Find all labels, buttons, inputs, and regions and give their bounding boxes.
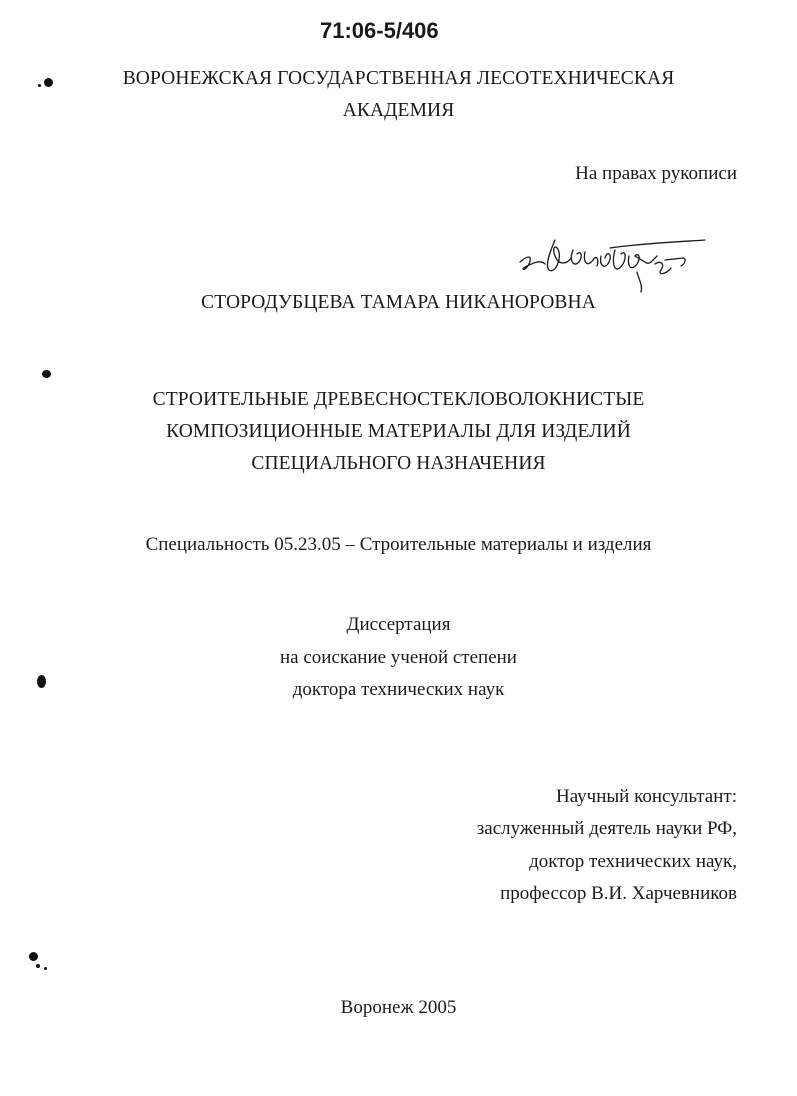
- scan-mark-4c: [44, 967, 47, 970]
- specialty-line: Специальность 05.23.05 – Строительные материалы и изделия: [145, 534, 652, 555]
- work-type-line-1: Диссертация: [346, 614, 451, 635]
- consultant-line-2: доктор технических наук,: [529, 851, 737, 872]
- scan-mark-3: [37, 675, 46, 688]
- work-type-line-2: на соискание ученой степени: [280, 647, 517, 668]
- signature-image: [515, 220, 710, 300]
- title-line-1: СТРОИТЕЛЬНЫЕ ДРЕВЕСНОСТЕКЛОВОЛОКНИСТЫЕ: [152, 389, 645, 410]
- scan-mark-2: [42, 370, 51, 378]
- institution-line-1: ВОРОНЕЖСКАЯ ГОСУДАРСТВЕННАЯ ЛЕСОТЕХНИЧЕСКАЯ: [122, 68, 675, 89]
- scan-mark-1: [44, 78, 53, 87]
- author-name: СТОРОДУБЦЕВА ТАМАРА НИКАНОРОВНА: [201, 292, 596, 313]
- consultant-line-3: профессор В.И. Харчевников: [500, 883, 737, 904]
- title-line-3: СПЕЦИАЛЬНОГО НАЗНАЧЕНИЯ: [251, 453, 546, 474]
- scan-mark-1b: [38, 84, 41, 87]
- scan-mark-4: [29, 952, 38, 961]
- institution-line-2: АКАДЕМИЯ: [342, 100, 455, 121]
- catalog-code: 71:06-5/406: [320, 18, 439, 43]
- consultant-heading: Научный консультант:: [555, 786, 737, 807]
- work-type-line-3: доктора технических наук: [292, 679, 505, 700]
- rights-note: На правах рукописи: [575, 163, 737, 184]
- consultant-line-1: заслуженный деятель науки РФ,: [476, 818, 737, 839]
- scan-mark-4b: [36, 964, 40, 968]
- title-line-2: КОМПОЗИЦИОННЫЕ МАТЕРИАЛЫ ДЛЯ ИЗДЕЛИЙ: [166, 421, 631, 442]
- city-year: Воронеж 2005: [340, 997, 457, 1018]
